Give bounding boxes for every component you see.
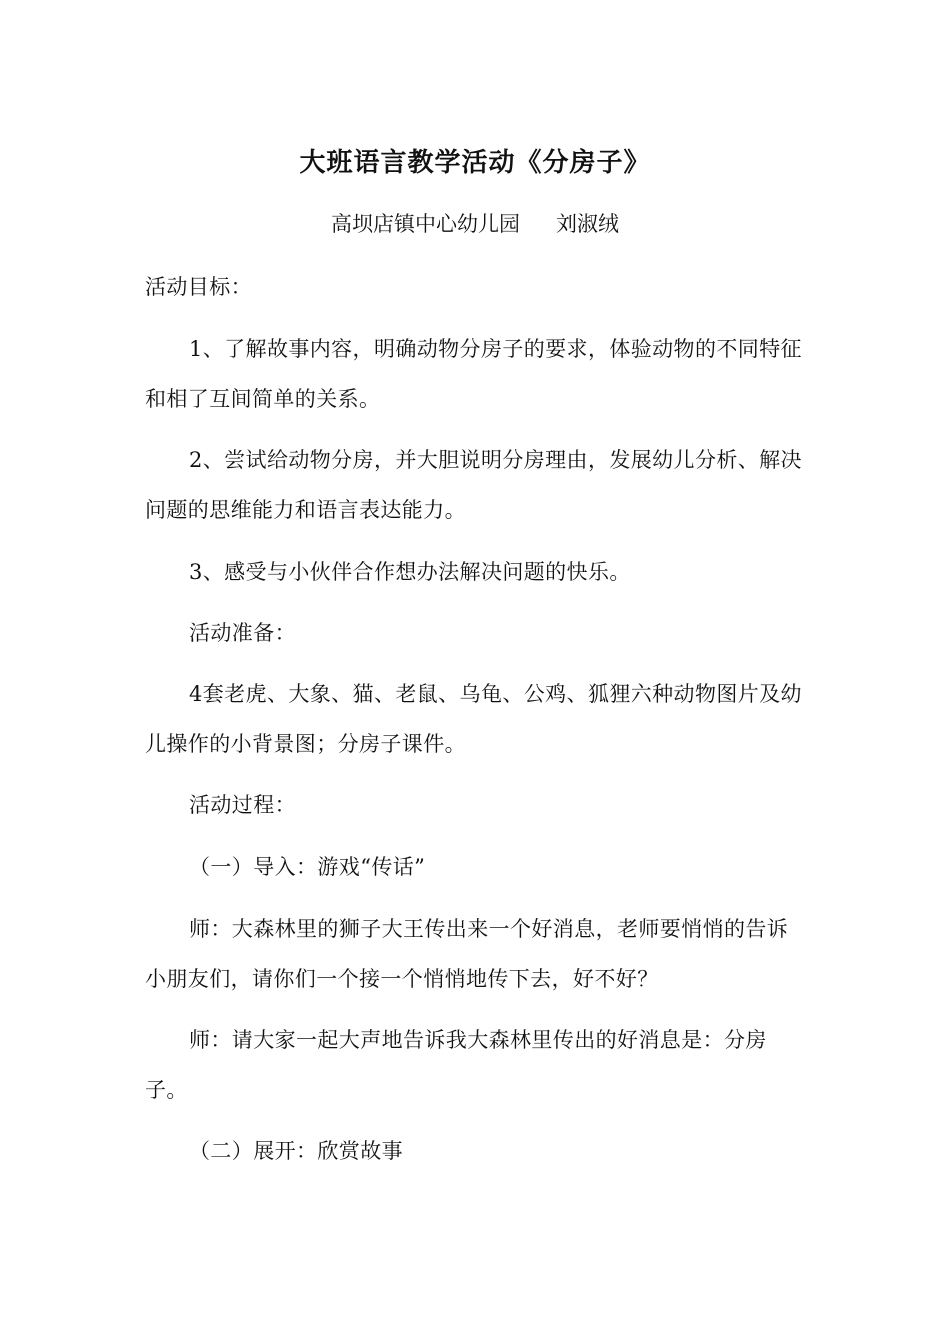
section-heading-objectives: 活动目标： <box>145 275 252 299</box>
document-title: 大班语言教学活动《分房子》 <box>299 148 651 178</box>
document-byline <box>0 207 950 241</box>
process-step-2-heading: （二）展开：欣赏故事 <box>189 1139 403 1163</box>
teacher-line-1: 师：大森林里的狮子大王传出来一个好消息，老师要悄悄的告诉小朋友们，请你们一个接一个悄悄地传下去，好不好？ <box>145 917 789 991</box>
author-organization: 高坝店镇中心幼儿园 <box>331 212 520 236</box>
section-heading-preparation: 活动准备： <box>189 621 296 645</box>
section-heading-process: 活动过程： <box>189 793 296 817</box>
teacher-line-2: 师：请大家一起大声地告诉我大森林里传出的好消息是：分房子。 <box>145 1028 767 1102</box>
objective-item-3: 3、感受与小伙伴合作想办法解决问题的快乐。 <box>189 560 631 584</box>
preparation-text: 4套老虎、大象、猫、老鼠、乌龟、公鸡、狐狸六种动物图片及幼儿操作的小背景图；分房子课件。 <box>145 682 802 756</box>
process-step-1-heading: （一）导入：游戏“传话” <box>189 855 426 879</box>
objective-item-1: 1、了解故事内容，明确动物分房子的要求，体验动物的不同特征和相了互间简单的关系。 <box>145 337 802 411</box>
objective-item-2: 2、尝试给动物分房，并大胆说明分房理由，发展幼儿分析、解决问题的思维能力和语言表达能力。 <box>145 448 802 522</box>
author-name: 刘淑绒 <box>556 212 619 236</box>
